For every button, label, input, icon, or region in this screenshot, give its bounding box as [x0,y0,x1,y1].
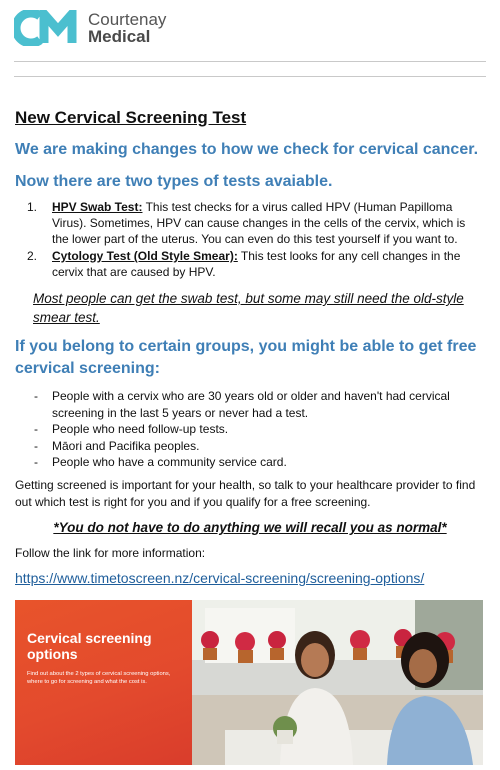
logo [14,10,166,46]
list-item [15,454,485,471]
list-number: 2. [26,249,37,263]
courtenay-medical-logo-icon [14,10,82,46]
test-name: HPV Swab Test: [52,200,143,214]
eligibility-heading: If you belong to certain groups, you might be able to get free cervical screening: [15,338,477,377]
header-divider [14,61,486,62]
list-item [15,421,485,438]
page-title: New Cervical Screening Test [15,108,247,127]
list-item [15,388,485,421]
time-to-screen-link[interactable]: https://www.timetoscreen.nz/cervical-screening/screening-options/ [15,570,425,586]
dash-bullet: - [34,389,38,403]
banner-subtitle: Find out about the 2 types of cervical screening options, where to go for screening and what the cost is. [27,671,171,685]
subheading-changes: We are making changes to how we check for cervical cancer. [15,141,479,158]
dash-bullet: - [34,438,38,453]
brand-name [88,11,166,45]
subheading-two-tests: Now there are two types of tests avaiable. [15,173,333,190]
group-text: People with a cervix who are 30 years old or older and haven't had cervical screening in the last 5 years or never had a test. [52,389,450,420]
group-text: People who have a community service card. [52,455,287,469]
header-divider-2 [14,76,486,77]
banner-card [15,600,192,765]
recall-note: *You do not have to do anything we will recall you as normal* [53,520,447,535]
cervical-screening-banner[interactable] [15,600,483,765]
advice-paragraph: Getting screened is important for your health, so talk to your healthcare provider to find out which test is right for you and if you qualify for a free screening. [15,478,476,509]
test-types-list [15,199,470,281]
dash-bullet: - [34,422,38,436]
list-item [15,438,485,455]
group-text: People who need follow-up tests. [52,422,229,436]
brand-line-2: Medical [88,27,151,46]
dash-bullet: - [34,455,38,469]
group-text: Māori and Pacifika peoples. [52,438,200,453]
swab-note: Most people can get the swab test, but some may still need the old-style smear test. [33,291,464,325]
list-item [15,199,470,247]
test-description: This test looks for any cell changes in the cervix that are caused by HPV. [52,249,461,279]
test-name: Cytology Test (Old Style Smear): [52,249,238,263]
follow-link-text: Follow the link for more information: [15,546,206,560]
list-number: 1. [26,200,37,214]
brand-line-1: Courtenay [88,10,167,29]
banner-title: Cervical screening options [27,630,152,662]
eligible-groups-list [15,388,485,471]
test-description: This test checks for a virus called HPV (Human Papilloma Virus). Sometimes, HPV can cause changes in the cells of the cervix, which is the lower part of the uterus. You can even do this test yourself if you want to. [52,200,466,246]
list-item [15,248,470,280]
